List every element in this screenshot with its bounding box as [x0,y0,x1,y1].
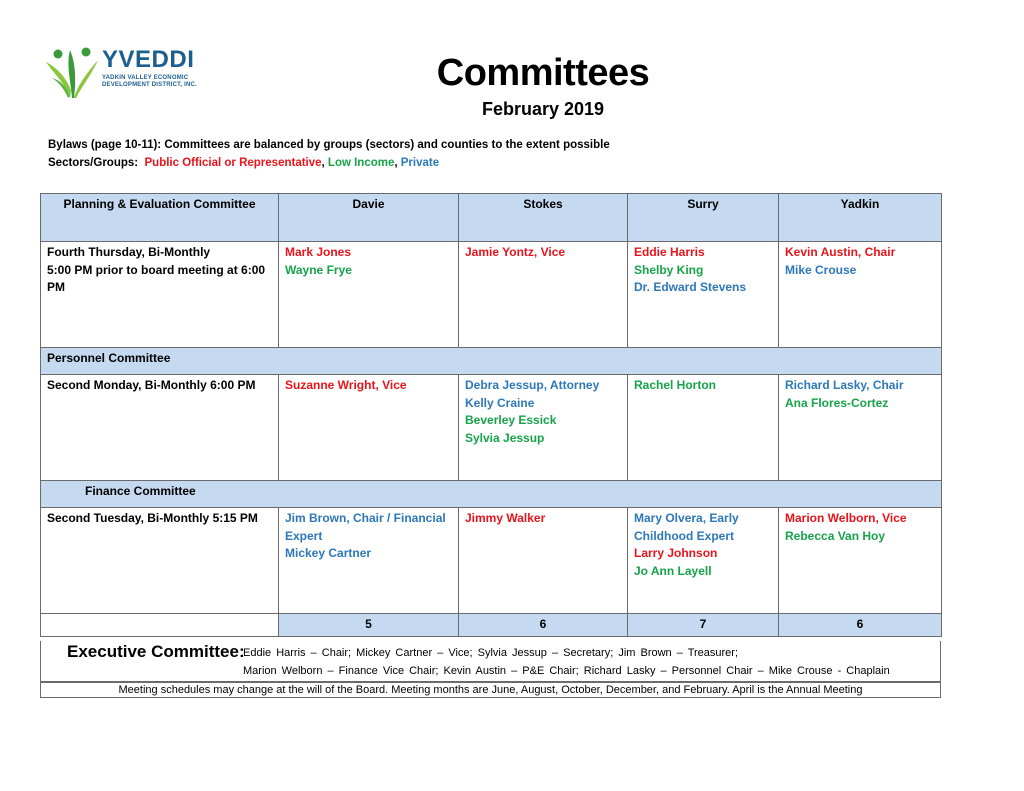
member-name: Dr. Edward Stevens [634,280,747,294]
member-name: Mary Olvera, Early Childhood Expert [634,511,739,543]
member-name: Kevin Austin, Chair [785,245,896,259]
table-header-row [41,194,942,242]
logo-wordmark: YVEDDI [102,46,195,73]
member-name: Rebecca Van Hoy [785,528,886,543]
sector-private: Private [400,157,440,169]
member-name: Marion Welborn, Vice [785,511,907,525]
planning-schedule-line1: Fourth Thursday, Bi-Monthly [47,245,211,259]
executive-line2: Marion Welborn – Finance Vice Chair; Kevin Austin – P&E Chair; Richard Lasky – Personnel Chair – Mike Crouse - Chaplain [243,665,890,677]
member-name: Kelly Craine [465,395,535,410]
page-subtitle: February 2019 [481,99,605,119]
personnel-schedule: Second Monday, Bi-Monthly 6:00 PM [41,375,279,481]
count-blank [41,614,279,637]
member-name: Richard Lasky, Chair [785,378,904,392]
member-name: Rachel Horton [634,378,717,392]
header-surry: Surry [628,194,779,242]
count-yadkin: 6 [779,614,942,637]
member-name: Eddie Harris [634,245,705,259]
count-surry: 7 [628,614,779,637]
finance-band [41,481,942,508]
bylaws-note: Bylaws (page 10-11): Committees are balanced by groups (sectors) and counties to the extent possible [48,139,610,151]
member-name: Jo Ann Layell [634,563,712,578]
executive-line1: Eddie Harris – Chair; Mickey Cartner – Vice; Sylvia Jessup – Secretary; Jim Brown – Treasurer; [243,647,739,659]
finance-stokes [459,508,628,614]
header-yadkin: Yadkin [779,194,942,242]
planning-stokes [459,242,628,348]
member-name: Larry Johnson [634,546,718,560]
finance-yadkin [779,508,942,614]
header-committee: Planning & Evaluation Committee [41,194,279,242]
page-title: Committees [436,52,650,94]
executive-committee [40,641,941,682]
sectors-legend: Sectors/Groups: Public Official or Representative, Low Income, Private [48,157,440,169]
member-name: Mike Crouse [785,262,857,277]
finance-row [41,508,942,614]
finance-surry [628,508,779,614]
member-name: Mark Jones [285,245,352,259]
personnel-yadkin [779,375,942,481]
logo-subtitle: YADKIN VALLEY ECONOMIC DEVELOPMENT DISTRICT, INC. [102,75,197,88]
sector-public: Public Official or Representative [144,157,322,169]
count-stokes: 6 [459,614,628,637]
planning-surry [628,242,779,348]
member-name: Jim Brown, Chair / Financial Expert [285,511,446,543]
member-name: Shelby King [634,262,704,277]
meeting-footnote: Meeting schedules may change at the will of the Board. Meeting months are June, August, October, December, and February. April is the Annual Meeting [40,682,941,698]
member-name: Jimmy Walker [465,511,546,525]
planning-row [41,242,942,348]
member-name: Suzanne Wright, Vice [285,378,407,392]
finance-schedule: Second Tuesday, Bi-Monthly 5:15 PM [41,508,279,614]
member-name: Sylvia Jessup [465,430,545,445]
finance-davie [279,508,459,614]
member-name: Ana Flores-Cortez [785,395,889,410]
planning-schedule [41,242,279,348]
header-stokes: Stokes [459,194,628,242]
personnel-band [41,348,942,375]
member-name: Beverley Essick [465,413,557,427]
personnel-committee-title: Personnel Committee [41,348,942,375]
member-name: Jamie Yontz, Vice [465,245,566,259]
finance-committee-title: Finance Committee [41,481,942,508]
member-name: Mickey Cartner [285,546,372,560]
member-name: Wayne Frye [285,262,352,277]
sectors-label: Sectors/Groups: [48,157,139,169]
planning-schedule-line2: 5:00 PM prior to board meeting at 6:00 PM [47,262,266,294]
planning-yadkin [779,242,942,348]
personnel-surry [628,375,779,481]
member-name: Debra Jessup, Attorney [465,378,600,392]
personnel-stokes [459,375,628,481]
personnel-row [41,375,942,481]
executive-title: Executive Committee: [67,642,245,661]
sector-low-income: Low Income [327,157,395,169]
planning-davie [279,242,459,348]
header-davie: Davie [279,194,459,242]
committees-table [40,193,942,637]
count-row [41,614,942,637]
personnel-davie [279,375,459,481]
count-davie: 5 [279,614,459,637]
